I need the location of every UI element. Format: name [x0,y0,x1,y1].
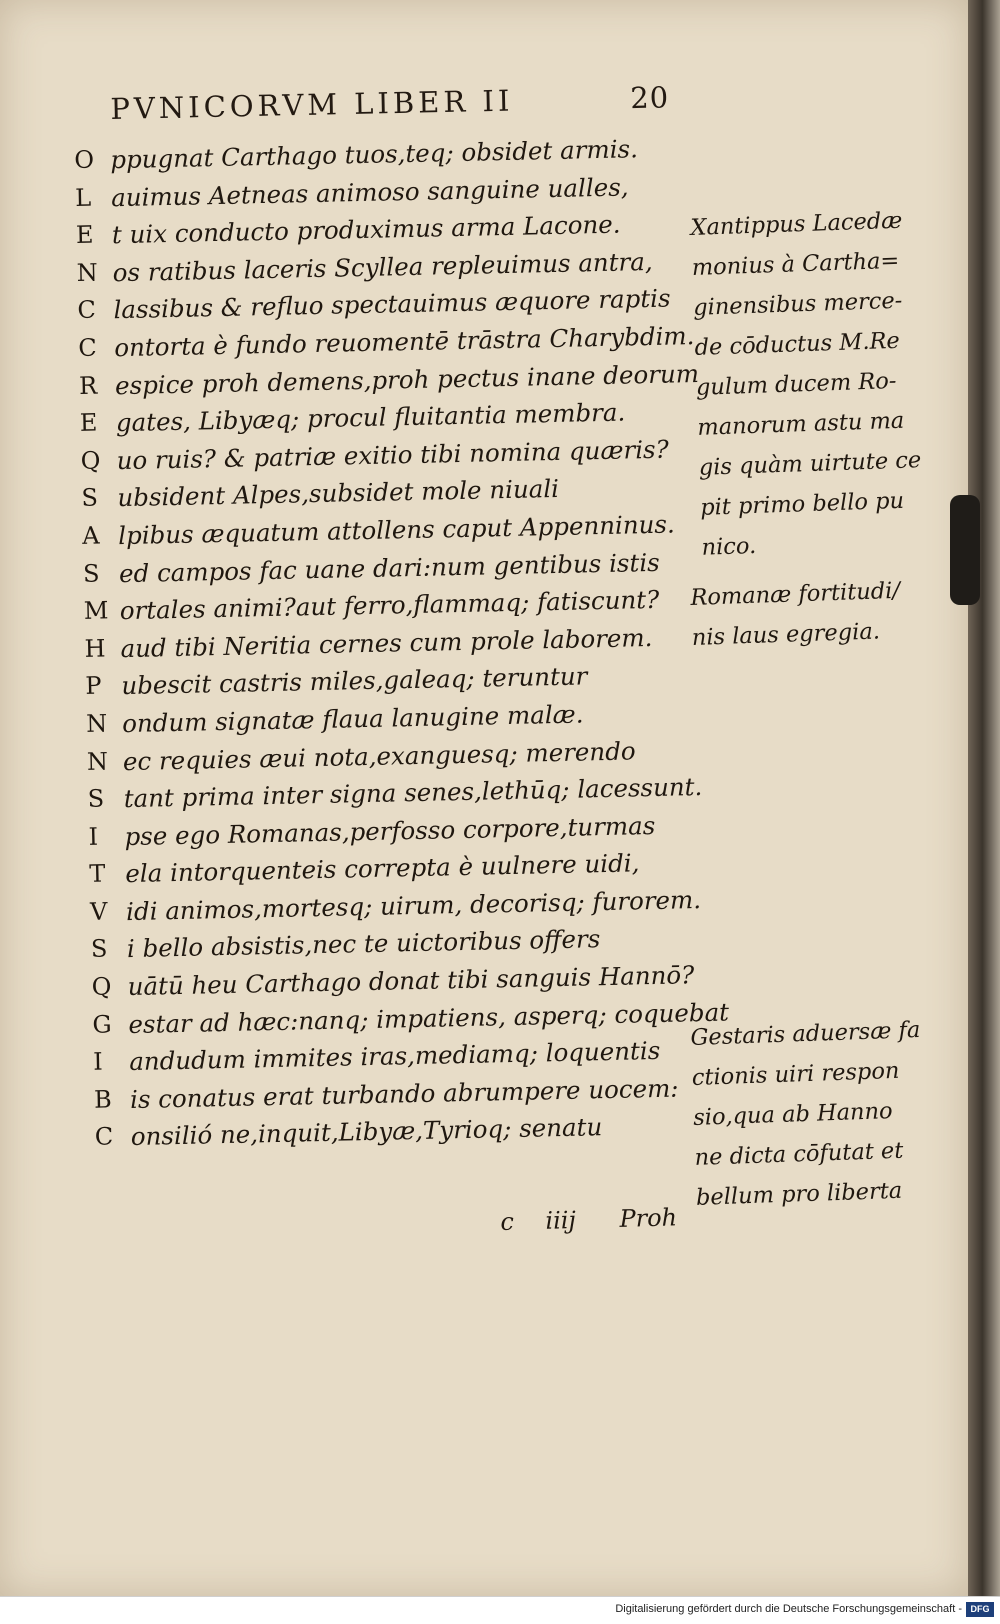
verse-text: estar ad hæc:nanq; impatiens, asperq; coquebat [128,997,730,1039]
verse-text: os ratibus laceris Scyllea repleuimus antra, [112,246,653,287]
verse-text: t uix conducto produximus arma Lacone. [111,209,621,250]
note-line: sio,qua ab Hanno [692,1097,894,1131]
running-title: PVNICORVM LIBER II [110,83,514,126]
verse-text: ec requies æui nota,exanguesq; merendo [122,735,636,776]
marginal-note-xantippus [690,206,952,575]
digitization-footer [0,1596,1000,1624]
verse-initial: T [89,859,106,889]
verse-text: lpibus æquatum attollens caput Appenninus. [117,509,676,551]
verse-initial: S [81,483,99,513]
verse-initial: O [74,145,95,174]
funding-credit: Digitalisierung gefördert durch die Deutsche Forschungsgemeinschaft - [615,1603,962,1615]
verse-text: idi animos,mortesq; uirum, decorisq; furorem. [125,884,702,926]
running-header [110,80,701,126]
verse-text: ondum signatæ flaua lanugine malæ. [121,699,584,739]
note-line: bellum pro liberta [695,1177,903,1211]
note-line: ne dicta cōfutat et [694,1137,904,1171]
book-spine [968,0,1000,1596]
note-line: nis laus egregia. [691,618,881,651]
verse-text: uātū heu Carthago donat tibi sanguis Hannō? [127,960,695,1002]
verse-initial: S [87,784,105,813]
note-line: manorum astu ma [696,407,905,441]
verse-initial: H [84,634,106,663]
verse-initial: N [85,709,108,738]
catchword: Proh [619,1203,678,1233]
note-line: nico. [701,532,757,561]
verse-initial: I [92,1047,104,1077]
marginal-note-gestaris [690,1016,947,1225]
verse-text: espice proh demens,proh pectus inane deorum [114,358,700,400]
verse-text: i bello absistis,nec te uictoribus offers [126,924,601,964]
book-clasp [950,495,980,605]
verse-text: uo ruis? & patriæ exitio tibi nomina quæris? [116,434,669,475]
verse-initial: I [88,822,99,851]
verse-initial: V [89,897,108,926]
verse-text: ppugnat Carthago tuos,teq; obsidet armis. [110,134,639,175]
verse-text: ubsident Alpes,subsidet mole niuali [117,474,560,513]
verse-text: auimus Aetneas animoso sanguine ualles, [110,171,629,212]
verse-initial: L [74,183,92,212]
verse-text: ed campos fac uane dari:num gentibus istis [118,547,660,588]
verse-initial: Q [80,446,101,475]
verse-initial: M [83,596,109,626]
verse-initial: R [78,371,98,400]
verse-text: ubescit castris miles,galeaq; teruntur [121,661,588,701]
verse-initial: S [82,559,100,588]
verse-initial: N [86,746,109,776]
verse-text: ortales animi?aut ferro,flammaq; fatiscunt? [119,584,660,626]
note-line: de cōductus M.Re [694,327,901,361]
verse-text: tant prima inter signa senes,lethūq; lacessunt. [123,772,703,814]
signature-mark: c [500,1207,515,1236]
verse-text: is conatus erat turbando abrumpere uocem: [129,1073,679,1114]
note-line: monius à Cartha= [691,247,900,281]
folio-number: 20 [629,80,670,116]
leaf-number: iiij [545,1206,577,1235]
note-line: pit primo bello pu [699,487,905,521]
verse-text: andudum immites iras,mediamq; loquentis [128,1036,661,1077]
marginal-note-romanae [690,576,943,665]
note-line: Romanæ fortitudi/ [690,577,901,611]
note-line: gulum ducem Ro- [695,367,897,401]
verse-initial: B [93,1085,112,1114]
verse-initial: S [90,934,108,964]
verse-initial: E [79,408,98,438]
verse-initial: A [81,521,100,550]
verse-initial: P [85,671,102,701]
note-line: Xantippus Lacedæ [690,207,903,241]
verse-initial: G [92,1010,112,1039]
note-line: ctionis uiri respon [691,1057,900,1091]
verse-text: pse ego Romanas,perfosso corpore,turmas [124,810,656,851]
verse-text: lassibus & refluo spectauimus æquore raptis [113,283,671,325]
note-line: Gestaris aduersæ fa [690,1016,921,1051]
verse-text: ela intorquenteis correpta è uulnere uidi, [125,848,640,889]
verse-text: gates, Libyæq; procul fluitantia membra. [115,397,626,438]
verse-text: ontorta è fundo reuomentē trāstra Charybdim. [114,321,695,363]
verse-text: aud tibi Neritia cernes cum prole laborem. [120,622,653,663]
verse-initial: C [94,1122,114,1152]
verse-initial: C [78,333,97,362]
verse-initial: E [75,220,94,250]
note-line: gis quàm uirtute ce [698,447,922,481]
verse-initial: N [76,258,99,287]
catchline [500,1203,677,1236]
verse-initial: C [77,295,97,325]
dfg-logo: DFG [966,1602,994,1617]
verse-text: onsilió ne,inquit,Libyæ,Tyrioq; senatu [130,1112,603,1152]
verse-initial: Q [91,972,112,1001]
note-line: ginensibus merce- [692,287,903,321]
